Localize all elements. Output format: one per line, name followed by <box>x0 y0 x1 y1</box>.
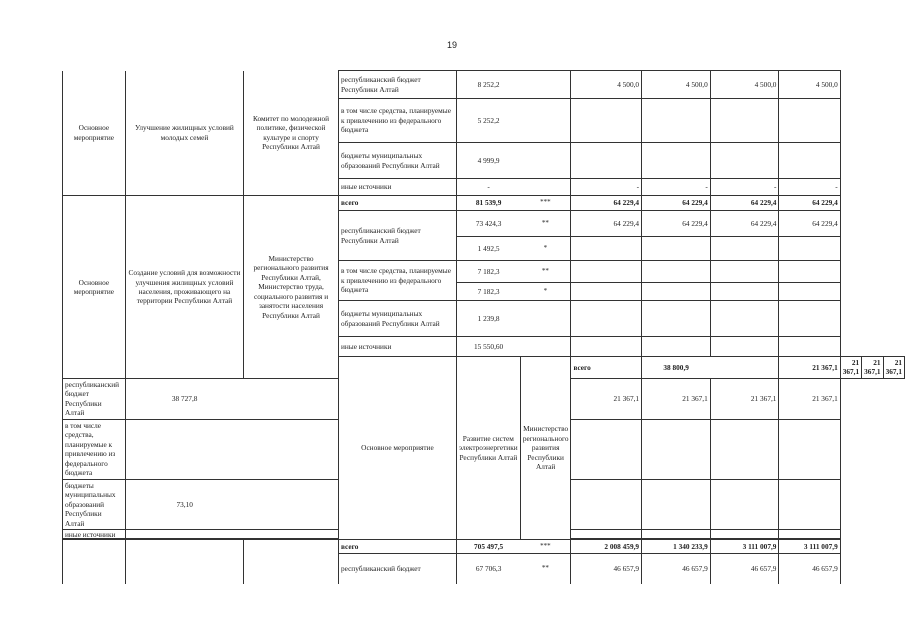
amount-year-3: 21 367,1 <box>710 378 779 419</box>
source-cell: в том числе средства, планируемые к привлечению из федерального бюджета <box>339 261 457 301</box>
mark-cell: ** <box>520 211 571 237</box>
amount-year-2: 64 229,4 <box>642 196 711 211</box>
amount-total: 8 252,2 <box>456 71 520 99</box>
mark-cell: *** <box>520 540 571 554</box>
activity-name: Развитие систем электроэнергетики Республики Алтай <box>456 357 520 540</box>
amount-total: 705 497,5 <box>456 540 520 554</box>
amount-year-4: 46 657,9 <box>779 554 840 584</box>
mark-cell: * <box>520 237 571 261</box>
amount-year-4: 64 229,4 <box>779 211 840 237</box>
activity-name: Создание условий для возможности улучшения жилищных условий населения, проживающего на территории Республики Алтай <box>125 196 243 379</box>
mark-cell <box>520 71 571 99</box>
amount-total: 1 492,5 <box>456 237 520 261</box>
amount-total: 7 182,3 <box>456 283 520 301</box>
amount-year-3: 4 500,0 <box>710 71 779 99</box>
activity-name: Улучшение жилищных условий молодых семей <box>125 71 243 196</box>
amount-year-3: 46 657,9 <box>710 554 779 584</box>
amount-year-2: - <box>642 179 711 196</box>
amount-year-4: 64 229,4 <box>779 196 840 211</box>
amount-total: 38 800,9 <box>642 357 711 379</box>
amount-year-3: 64 229,4 <box>710 211 779 237</box>
amount-total: 38 727,8 <box>125 378 243 419</box>
source-cell: в том числе средства, планируемые к привлечению из федерального бюджета <box>63 419 126 479</box>
amount-year-1: - <box>571 179 642 196</box>
amount-year-2: 46 657,9 <box>642 554 711 584</box>
amount-total: - <box>456 179 520 196</box>
source-cell: республиканский бюджет Республики Алтай <box>339 71 457 99</box>
amount-year-3: - <box>710 179 779 196</box>
mark-cell: * <box>520 283 571 301</box>
amount-year-1: 21 367,1 <box>571 378 642 419</box>
source-cell: республиканский бюджет Республики Алтай <box>339 211 457 261</box>
source-cell: республиканский бюджет <box>339 554 457 584</box>
amount-year-3: 3 111 007,9 <box>710 540 779 554</box>
activity-type: Основное мероприятие <box>63 71 126 196</box>
source-cell: бюджеты муниципальных образований Республики Алтай <box>339 143 457 179</box>
source-cell: иные источники <box>339 337 457 357</box>
activity-name <box>125 540 243 584</box>
amount-year-2: 21 367,1 <box>840 357 861 379</box>
amount-year-4: 21 367,1 <box>883 357 904 379</box>
amount-year-1: 4 500,0 <box>571 71 642 99</box>
amount-year-4: 4 500,0 <box>779 71 840 99</box>
amount-total: 1 239,8 <box>456 301 520 337</box>
mark-cell: *** <box>520 196 571 211</box>
activity-executor: Министерство регионального развития Республики Алтай, Министерство труда, социального развития и занятости населения Республики Алтай <box>244 196 339 379</box>
amount-year-4: 3 111 007,9 <box>779 540 840 554</box>
amount-year-2: 4 500,0 <box>642 71 711 99</box>
amount-total: 4 999,9 <box>456 143 520 179</box>
activity-type: Основное мероприятие <box>339 357 457 540</box>
amount-total: 15 550,60 <box>456 337 520 357</box>
activity-executor <box>244 540 339 584</box>
source-cell: бюджеты муниципальных образований Республики Алтай <box>63 479 126 529</box>
activity-type: Основное мероприятие <box>63 196 126 379</box>
amount-year-2: 21 367,1 <box>642 378 711 419</box>
activity-executor: Министерство регионального развития Республики Алтай <box>520 357 571 540</box>
amount-year-1: 2 008 459,9 <box>571 540 642 554</box>
amount-total: 73 424,3 <box>456 211 520 237</box>
mark-cell: ** <box>520 554 571 584</box>
amount-year-1: 64 229,4 <box>571 196 642 211</box>
activity-type <box>63 540 126 584</box>
source-cell: всего <box>339 540 457 554</box>
amount-year-4: - <box>779 179 840 196</box>
source-cell: республиканский бюджет Республики Алтай <box>63 378 126 419</box>
activity-executor: Комитет по молодежной политике, физической культуре и спорту Республики Алтай <box>244 71 339 196</box>
amount-year-3: 21 367,1 <box>862 357 883 379</box>
amount-total: 67 706,3 <box>456 554 520 584</box>
amount-year-1: 21 367,1 <box>779 357 840 379</box>
table-row <box>63 540 905 554</box>
mark-cell: ** <box>520 261 571 283</box>
source-cell: бюджеты муниципальных образований Республики Алтай <box>339 301 457 337</box>
amount-total: 81 539,9 <box>456 196 520 211</box>
amount-year-1: 46 657,9 <box>571 554 642 584</box>
source-cell: иные источники <box>339 179 457 196</box>
amount-total: 7 182,3 <box>456 261 520 283</box>
amount-year-2: 64 229,4 <box>642 211 711 237</box>
source-cell: всего <box>339 196 457 211</box>
table-row <box>63 71 905 99</box>
amount-year-2: 1 340 233,9 <box>642 540 711 554</box>
amount-year-3: 64 229,4 <box>710 196 779 211</box>
page-number: 19 <box>446 40 457 50</box>
amount-total: 73,10 <box>125 479 243 529</box>
amount-year-4: 21 367,1 <box>779 378 840 419</box>
table-row <box>63 196 905 211</box>
amount-year-1: 64 229,4 <box>571 211 642 237</box>
source-cell: всего <box>571 357 642 379</box>
source-cell: иные источники <box>63 530 126 539</box>
amount-total: 5 252,2 <box>456 99 520 143</box>
source-cell: в том числе средства, планируемые к привлечению из федерального бюджета <box>339 99 457 143</box>
financing-table <box>62 70 905 584</box>
